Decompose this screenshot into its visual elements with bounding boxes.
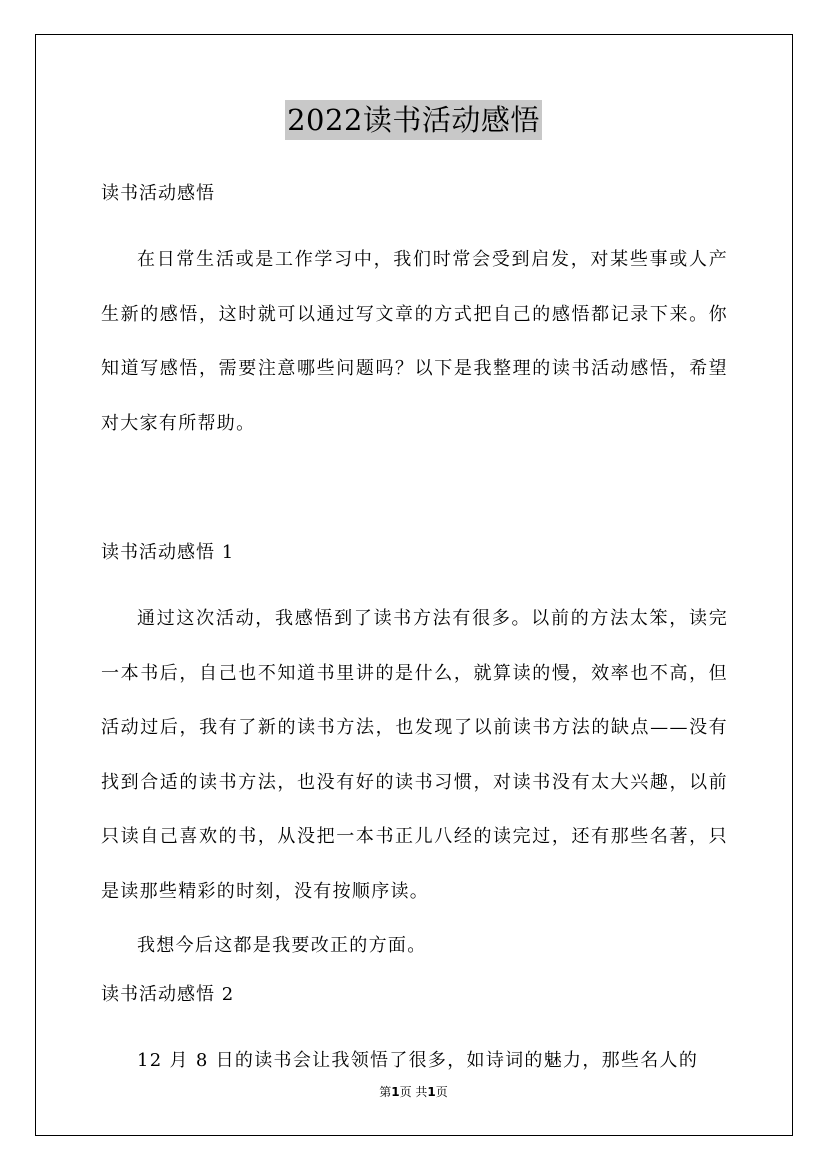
footer-suffix: 页 (435, 1085, 448, 1099)
paragraph-1a: 通过这次活动，我感悟到了读书方法有很多。以前的方法太笨，读完一本书后，自己也不知道书里讲的是什么，就算读的慢，效率也不高，但活动过后，我有了新的读书方法，也发现了以前读书方法的缺点——没有找到合适的读书方法，也没有好的读书习惯，对读书没有太大兴趣，以前只读自己喜欢的书，从没把一本书正儿八经的读完过，还有那些名著，只是读那些精彩的时刻，没有按顺序读。 (101, 608, 728, 902)
title-container (0, 100, 827, 140)
page-footer (0, 1083, 827, 1100)
paragraph-1b: 我想今后这都是我要改正的方面。 (137, 935, 427, 956)
section-heading-1: 读书活动感悟 1 (101, 542, 235, 563)
paragraph-2a: 12 月 8 日的读书会让我领悟了很多，如诗词的魅力，那些名人的 (137, 1049, 699, 1071)
intro-paragraph: 在日常生活或是工作学习中，我们时常会受到启发，对某些事或人产生新的感悟，这时就可以通过写文章的方式把自己的感悟都记录下来。你知道写感悟，需要注意哪些问题吗？以下是我整理的读书活动感悟，希望对大家有所帮助。 (101, 249, 728, 434)
footer-mid: 页 共 (399, 1085, 428, 1099)
document-title: 2022读书活动感悟 (285, 100, 542, 140)
section-heading-intro: 读书活动感悟 (101, 183, 215, 204)
footer-total-pages: 1 (427, 1085, 436, 1099)
footer-page-number: 1 (391, 1085, 400, 1099)
document-body (101, 173, 728, 1088)
footer-prefix: 第 (379, 1085, 392, 1099)
section-heading-2: 读书活动感悟 2 (101, 983, 235, 1005)
